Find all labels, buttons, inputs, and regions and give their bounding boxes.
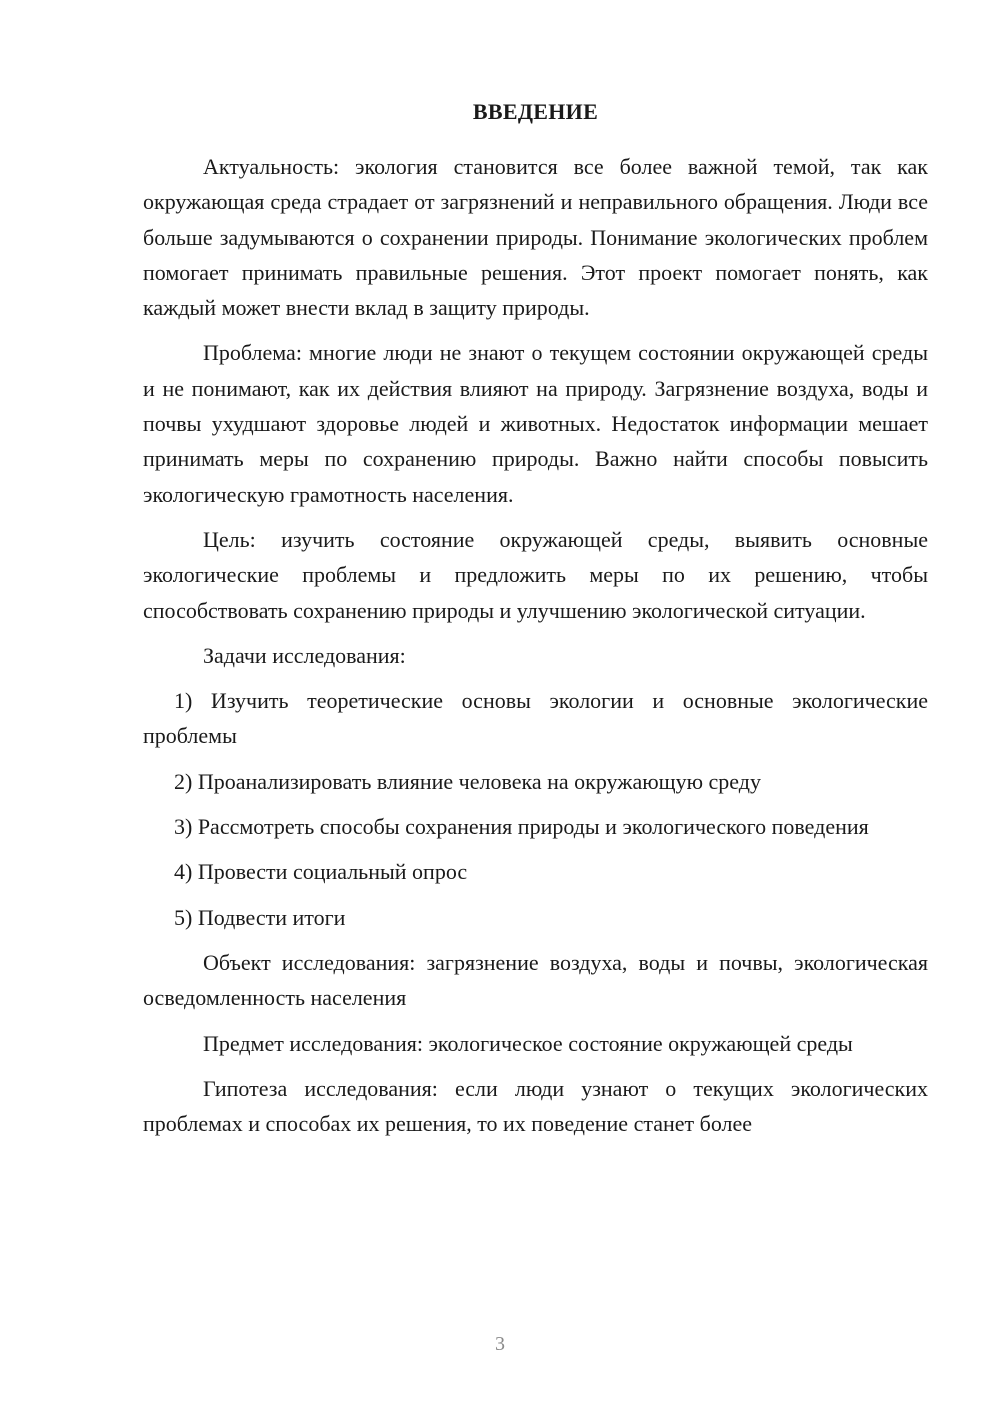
- section-title: ВВЕДЕНИЕ: [472, 99, 599, 124]
- task-item: 2) Проанализировать влияние человека на окружающую среду: [174, 768, 761, 794]
- task-item: 4) Провести социальный опрос: [174, 859, 468, 885]
- research-subject-paragraph: Предмет исследования: экологическое состояние окружающей среды: [203, 1030, 853, 1056]
- task-item: 5) Подвести итоги: [174, 904, 346, 930]
- problem-paragraph: Проблема: многие люди не знают о текущем состоянии окружающей среды и не понимают, как их действия влияют на природу. Загрязнение воздуха, воды и почвы ухудшают здоровье людей и животных. Недостаток информации мешает принимать меры по сохранению природы. Важно найти способы повысить экологическую грамотность населения.: [143, 340, 928, 507]
- tasks-heading: Задачи исследования:: [203, 642, 406, 668]
- goal-paragraph: Цель: изучить состояние окружающей среды, выявить основные экологические проблемы и предложить меры по их решению, чтобы способствовать сохранению природы и улучшению экологической ситуации.: [143, 526, 928, 623]
- page-body: [143, 95, 928, 1151]
- research-object-paragraph: Объект исследования: загрязнение воздуха, воды и почвы, экологическая осведомленность населения: [143, 949, 928, 1011]
- task-item: 3) Рассмотреть способы сохранения природы и экологического поведения: [174, 814, 869, 840]
- relevance-paragraph: Актуальность: экология становится все более важной темой, так как окружающая среда страдает от загрязнений и неправильного обращения. Люди все больше задумываются о сохранении природы. Понимание экологических проблем помогает принимать правильные решения. Этот проект помогает понять, как каждый может внести вклад в защиту природы.: [143, 154, 928, 321]
- page-number: 3: [495, 1333, 505, 1355]
- task-item: 1) Изучить теоретические основы экологии и основные экологические проблемы: [143, 688, 928, 749]
- hypothesis-paragraph: Гипотеза исследования: если люди узнают о текущих экологических проблемах и способах их решения, то их поведение станет более: [143, 1075, 928, 1137]
